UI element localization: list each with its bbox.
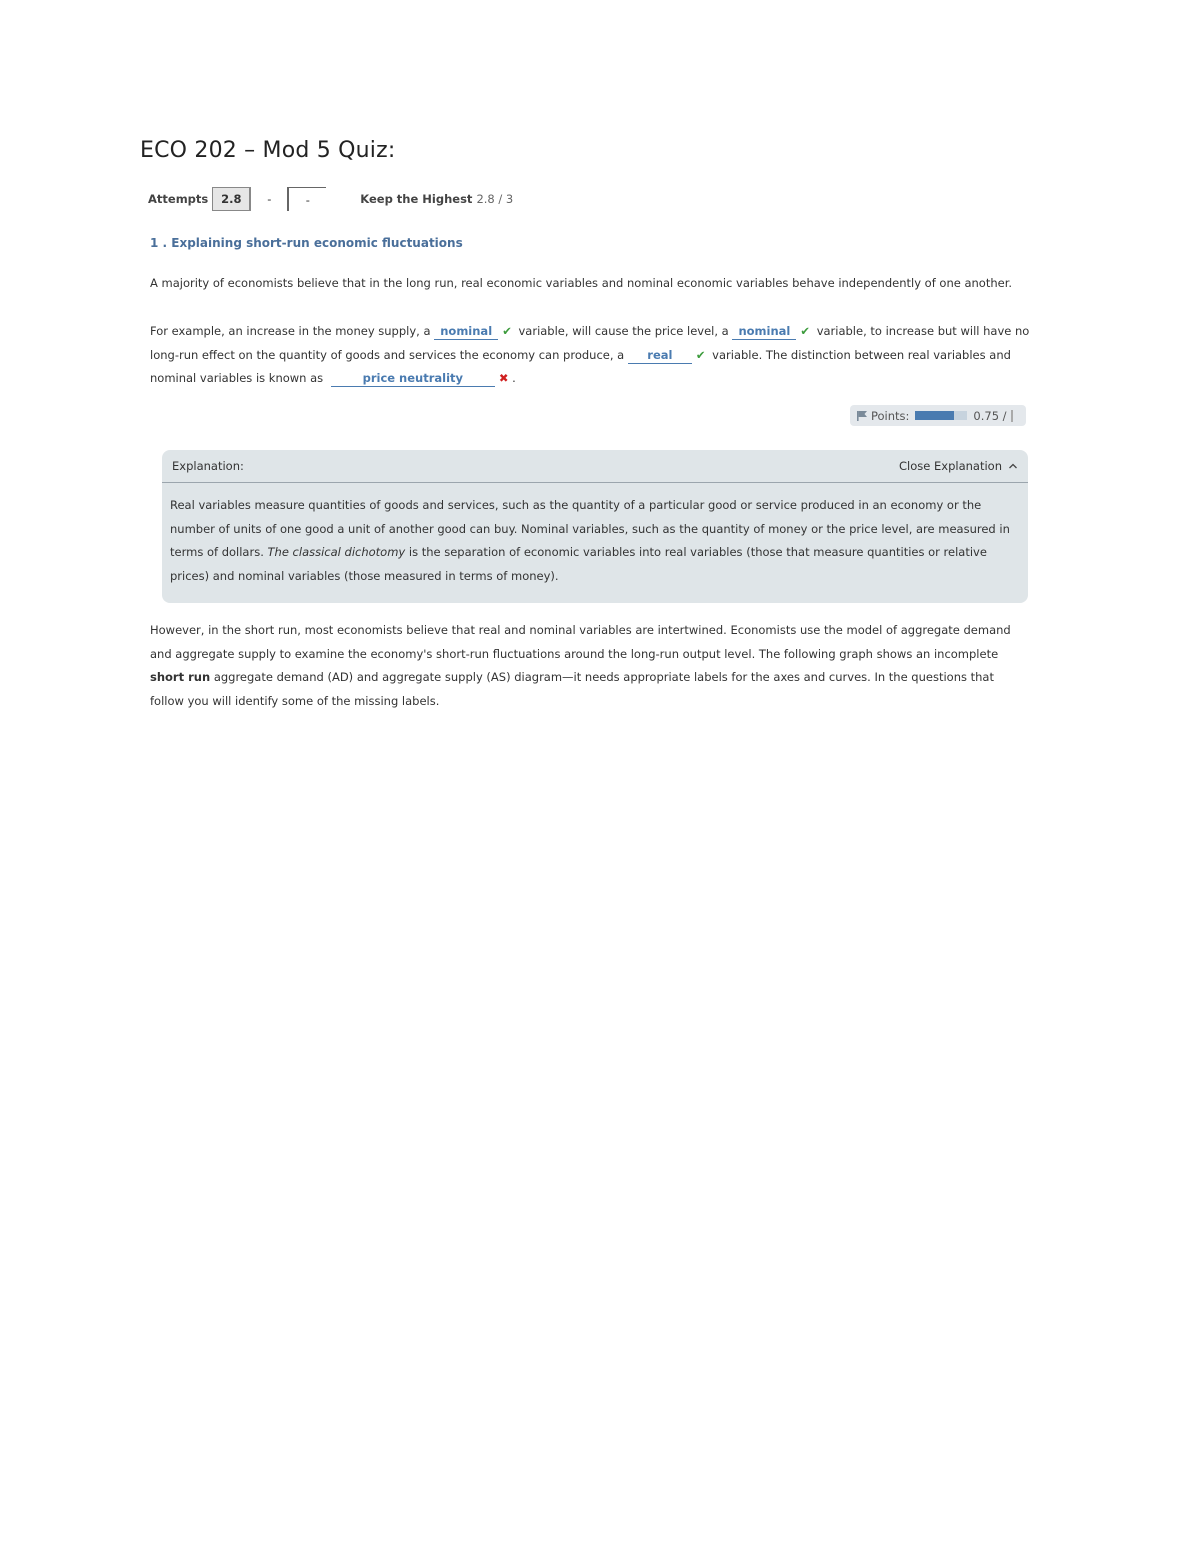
text-segment: variable, to increase but will have no long-run effect on the quantity of goods and services the economy can produce, a <box>150 324 1030 362</box>
chevron-up-icon <box>1008 462 1018 470</box>
close-explanation-button[interactable] <box>899 459 1018 473</box>
attempt-2-score: - <box>250 187 288 211</box>
keep-highest-score: 2.8 / 3 <box>476 192 514 206</box>
text-segment: . <box>512 371 516 385</box>
points-value: 0.75 / <box>973 408 1007 423</box>
incorrect-cross-icon: ✖ <box>498 371 509 385</box>
explanation-term: The classical dichotomy <box>267 545 406 559</box>
correct-check-icon: ✔ <box>502 324 512 338</box>
flag-icon <box>857 411 867 421</box>
question-title[interactable]: 1 . Explaining short-run economic fluctuations <box>150 236 463 250</box>
text-segment: variable, will cause the price level, a <box>518 324 729 338</box>
answer-blank-3[interactable]: real <box>628 347 692 364</box>
answer-blank-4[interactable]: price neutrality <box>331 370 495 387</box>
attempt-1-score: 2.8 <box>212 187 250 211</box>
attempts-row <box>148 187 513 211</box>
points-indicator <box>850 405 1026 426</box>
correct-check-icon: ✔ <box>800 324 811 338</box>
points-divider <box>1011 410 1013 422</box>
explanation-body <box>162 483 1028 588</box>
paragraph-text: aggregate demand (AD) and aggregate supply (AS) diagram—it needs appropriate labels for the axes and curves. In the questions that follow you will identify some of the missing labels. <box>150 670 994 708</box>
explanation-panel <box>162 450 1028 603</box>
explanation-header <box>162 450 1028 483</box>
points-progress-fill <box>915 411 954 420</box>
points-label: Points: <box>871 408 910 423</box>
explanation-title: Explanation: <box>172 459 244 473</box>
question-intro: A majority of economists believe that in the long run, real economic variables and nominal economic variables behave independently of one another. <box>150 276 1013 290</box>
answer-blank-1[interactable]: nominal <box>434 323 498 340</box>
keep-highest-label: Keep the Highest <box>360 192 473 206</box>
answer-blank-2[interactable]: nominal <box>732 323 796 340</box>
explanation-text: is the separation of economic variables into real variables (those that measure quantities or relative prices) and nominal variables (those measured in terms of money). <box>170 545 987 583</box>
fill-in-paragraph <box>150 320 1040 391</box>
text-segment: variable. The distinction between real variables and nominal variables is known as <box>150 347 1011 385</box>
paragraph-text: However, in the short run, most economists believe that real and nominal variables are intertwined. Economists use the model of aggregate demand and aggregate supply to examine the economy's short-run fluctuations around the long-run output level. The following graph shows an incomplete <box>150 623 1011 661</box>
attempts-label: Attempts <box>148 192 209 206</box>
points-progress-bar <box>915 411 967 420</box>
close-explanation-label: Close Explanation <box>899 459 1002 473</box>
attempt-3-score: - <box>288 187 326 211</box>
correct-check-icon: ✔ <box>695 347 706 362</box>
text-segment: For example, an increase in the money supply, a <box>150 324 431 338</box>
short-run-paragraph <box>150 619 1030 713</box>
explanation-text: Real variables measure quantities of goods and services, such as the quantity of a particular good or service produced in an economy or the number of units of one good a unit of another good can buy. Nominal variables, such as the quantity of money or the price level, are measured in terms of dollars. <box>170 498 1010 559</box>
page-title: ECO 202 – Mod 5 Quiz: <box>140 138 396 163</box>
paragraph-bold-term: short run <box>150 670 211 684</box>
